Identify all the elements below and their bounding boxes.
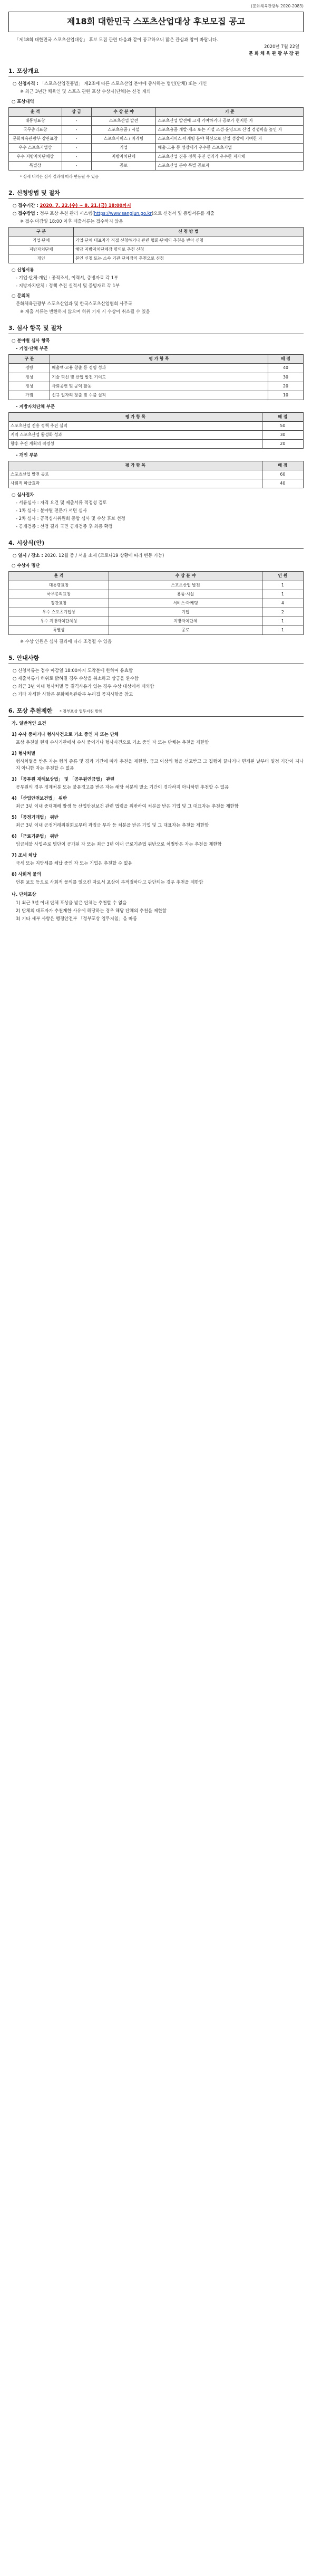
table-row: 정성 기술 혁신 및 산업 발전 기여도 30 (9, 373, 304, 382)
list-item: ○ 기타 자세한 사항은 문화체육관광부 누리집 공지사항을 참고 (13, 692, 133, 697)
restriction-heading: 7) 조세 체납 (12, 853, 37, 858)
period-value: 2020. 7. 22.(수) ~ 8. 21.(금) 18:00까지 (40, 202, 131, 208)
restriction-body: 최근 3년 이내 공정거래위원회로부터 과징금 부과 등 처분을 받은 기업 및 그 대표자는 추천을 제한함 (16, 822, 209, 828)
section-title (8, 706, 304, 717)
table-row: 지방자치단체 해당 지방자치단체장 명의로 추천 신청 (9, 245, 304, 254)
document-number: (문화체육관광부 2020-2083) (251, 4, 304, 8)
th-prize: 상 금 (62, 107, 91, 116)
section-ceremony (8, 538, 304, 645)
criteria-label: ○ 분야별 심사 항목 (12, 338, 50, 344)
restriction-heading: 6) 「근로기준법」 위반 (12, 834, 58, 839)
intro-date: 2020년 7월 22일 (264, 43, 299, 49)
th-score: 배 점 (268, 355, 303, 364)
th-method: 신 청 방 법 (73, 227, 303, 236)
th-rank: 훈 격 (9, 572, 109, 581)
ceremony-text: 2020. 12월 중 / 서울 소재 (코로나19 상황에 따라 변동 가능) (44, 553, 164, 558)
local-criteria-table (8, 412, 304, 449)
document-title: 제18회 대한민국 스포츠산업대상 후보모집 공고 (8, 12, 304, 32)
table-row: 향후 추진 계획의 적정성 20 (9, 440, 304, 449)
th-score: 배 점 (262, 461, 303, 470)
section-title: 5. 안내사항 (8, 654, 304, 664)
table-row: 가점 신규 일자리 창출 및 수출 실적 10 (9, 391, 304, 400)
table-row: 국무총리표창 용품·시설 1 (9, 590, 304, 599)
restriction-heading: 2) 형사처벌 (12, 751, 35, 756)
local-sub: - 지방자치단체 부문 (16, 403, 55, 409)
restriction-body: 국세 또는 지방세를 체납 중인 자 또는 기업은 추천할 수 없음 (16, 860, 132, 866)
intro-org: 문 화 체 육 관 광 부 장 관 (248, 50, 299, 56)
list-item: 1) 최근 3년 이내 단체 포상을 받은 단체는 추천할 수 없음 (16, 899, 127, 905)
contact-label: ○ 문의처 (12, 293, 30, 299)
apply-table (8, 227, 304, 263)
th-type: 구 분 (9, 227, 74, 236)
table-row: 우수 스포츠기업상 - 기업 매출·고용 등 성장세가 우수한 스포츠기업 (9, 144, 304, 153)
table-row: 대통령표창 스포츠산업 발전 1 (9, 581, 304, 590)
section-title: 3. 심사 항목 및 절차 (8, 324, 304, 334)
th-score: 배 점 (262, 412, 303, 421)
section-application (8, 188, 304, 316)
list-item: - 서류심사 : 자격 요건 및 제출서류 적정성 검토 (16, 500, 107, 506)
special-sub: - 개인 부문 (16, 452, 38, 458)
list-item: - 기업·단체·개인 : 공적조서, 이력서, 증빙자료 각 1부 (16, 275, 119, 281)
th-item: 평 가 항 목 (50, 355, 268, 364)
restriction-body: 언론 보도 등으로 사회적 물의를 일으킨 자로서 포상이 부적절하다고 판단되는 경우 추천을 제한함 (16, 879, 203, 885)
table-row: 특별상 공로 1 (9, 626, 304, 634)
restrictions-subtitle: * 정부포상 업무지침 발췌 (60, 709, 103, 714)
section-notice (8, 654, 304, 698)
th-group: 구 분 (9, 355, 50, 364)
restriction-heading: 1) 수사 중이거나 형사사건으로 기소 중인 자 또는 단체 (12, 732, 119, 737)
section-overview (8, 67, 304, 180)
intro-text: 「제18회 대한민국 스포츠산업대상」 후보 모집 관련 다음과 같이 공고하오니 많은 관심과 참여 바랍니다. (15, 36, 218, 42)
awards-table (8, 107, 304, 171)
individual-criteria-table (8, 461, 304, 488)
table-row: 문화체육관광부 장관표창 - 스포츠서비스 / 마케팅 스포츠서비스·마케팅 분야 혁신으로 산업 성장에 기여한 자 (9, 135, 304, 144)
list-item: 2) 단체의 대표자가 추천제한 사유에 해당하는 경우 해당 단체의 추천을 제한함 (16, 907, 167, 913)
th-criteria: 기 준 (156, 107, 304, 116)
award-count-table (8, 571, 304, 635)
list-item: - 지방자치단체 : 정책 추진 실적서 및 증빙자료 각 1부 (16, 283, 120, 289)
intro-block (8, 35, 304, 58)
list-item: - 2차 심사 : 공적심사위원회 종합 심사 및 수상 후보 선정 (16, 516, 125, 522)
table-row: 장관표창 서비스·마케팅 4 (9, 599, 304, 608)
table-row: 우수 지방자치단체상 지방자치단체 1 (9, 617, 304, 626)
section-title: 2. 신청방법 및 절차 (8, 188, 304, 199)
document-page (8, 0, 304, 922)
table-row: 스포츠산업 진흥 정책 추진 실적 50 (9, 421, 304, 430)
th-count: 인 원 (262, 572, 303, 581)
section-title: 4. 시상식(안) (8, 538, 304, 549)
table-row: 우수 지방자치단체상 - 지방자치단체 스포츠산업 진흥 정책 추진 성과가 우수한 지자체 (9, 153, 304, 162)
criteria-sub: - 기업·단체 부문 (16, 346, 48, 352)
section-title: 1. 포상개요 (8, 67, 304, 77)
method-text: 정부 포상 추천 관리 시스템( (40, 210, 94, 216)
section-review (8, 324, 304, 530)
table-row: 스포츠산업 발전 공로 60 (9, 470, 304, 479)
list-item: - 공개검증 : 선정 결과 국민 공개검증 후 최종 확정 (16, 524, 113, 529)
restrictions-title: 6. 포상 추천제한 (8, 707, 53, 715)
contact-note: ※ 제출 서류는 반환하지 않으며 허위 기재 시 수상이 취소될 수 있음 (20, 309, 150, 315)
table-row: 대통령표창 - 스포츠산업 발전 스포츠산업 발전에 크게 기여하거나 공로가 현저한 자 (9, 117, 304, 126)
restriction-heading: 4) 「산업안전보건법」 위반 (12, 795, 67, 801)
method-note: ※ 접수 마감일 18:00 이후 제출서류는 접수하지 않음 (20, 218, 123, 224)
restriction-heading: 3) 「공무원 재해보상법」 및 「공무원연금법」 관련 (12, 776, 115, 782)
restriction-body: 임금체불 사업주로 명단이 공개된 자 또는 최근 3년 이내 근로기준법 위반으로 처벌받은 자는 추천을 제한함 (16, 841, 222, 847)
list-item: ○ 제출서류가 허위로 밝혀질 경우 수상을 취소하고 상금을 환수함 (13, 676, 139, 681)
award-list-label: ○ 수상자 명단 (12, 563, 40, 569)
group-award-label: 나. 단체포상 (12, 892, 36, 897)
method-tail: )으로 신청서 및 증빙서류를 제출 (151, 210, 214, 216)
table-row: 국무총리표창 - 스포츠용품 / 시설 스포츠용품 개발·제조 또는 시설 조성·운영으로 산업 경쟁력을 높인 자 (9, 126, 304, 135)
method-label: ○ 접수방법 : (13, 210, 38, 216)
general-requirements-label: 가. 일반적인 요건 (12, 721, 46, 726)
th-item: 평 가 항 목 (9, 412, 262, 421)
restriction-body: 형사처벌을 받은 자는 형의 종류 및 경과 기간에 따라 추천을 제한함. 금고 이상의 형을 선고받고 그 집행이 끝나거나 면제된 날부터 일정 기간이 지나지 아니한 자는 추천할 수 없음 (16, 759, 304, 771)
application-site-link[interactable]: https://www.sangjun.go.kr (94, 210, 152, 216)
th-field: 수 상 분 야 (109, 572, 262, 581)
table-row: 지역 스포츠산업 활성화 성과 30 (9, 430, 304, 439)
th-field: 수 상 분 야 (91, 107, 156, 116)
table-row: 개인 본인 신청 또는 소속 기관·단체장의 추천으로 신청 (9, 254, 304, 263)
eligibility-label: ○ 신청자격 : (13, 80, 38, 86)
awards-footnote: * 상세 내역은 심사 결과에 따라 변동될 수 있음 (20, 174, 99, 179)
table-row: 우수 스포츠기업상 기업 2 (9, 608, 304, 617)
th-rank: 훈 격 (9, 107, 62, 116)
process-label: ○ 심사절차 (12, 492, 34, 498)
table-row: 특별상 - 공로 스포츠산업 분야 특별 공로자 (9, 162, 304, 171)
restriction-body: 공무원의 경우 징계처분 또는 불문경고를 받은 자는 해당 처분의 말소 기간이 경과하지 아니하면 추천할 수 없음 (16, 784, 229, 790)
restriction-body: 최근 3년 이내 중대재해 발생 등 산업안전보건 관련 법령을 위반하여 처분을 받은 기업 및 그 대표자는 추천을 제한함 (16, 803, 239, 809)
eligibility-note: ※ 최근 3년간 체육인 및 스포츠 관련 포상 수상자(단체)는 신청 제외 (20, 88, 151, 94)
restriction-body: 포상 추천일 현재 수사기관에서 수사 중이거나 형사사건으로 기소 중인 자 또는 단체는 추천을 제한함 (16, 740, 209, 745)
section-restrictions (8, 706, 304, 922)
table-row: 정량 매출액·고용 창출 등 경영 성과 40 (9, 364, 304, 373)
list-item: ○ 최근 3년 이내 형사처벌 등 결격사유가 있는 경우 수상 대상에서 제외함 (13, 684, 154, 689)
contact-text: 문화체육관광부 스포츠산업과 및 한국스포츠산업협회 사무국 (16, 301, 132, 307)
criteria-table (8, 354, 304, 400)
awards-label: ○ 포상내역 (12, 98, 34, 104)
table-row: 정성 사회공헌 및 공익 활동 20 (9, 382, 304, 391)
ceremony-label: ○ 일시 / 장소 : (13, 553, 43, 558)
docs-label: ○ 신청서류 (12, 267, 34, 273)
list-item: ○ 신청서류는 접수 마감일 18:00까지 도착분에 한하여 유효함 (13, 668, 133, 674)
restriction-heading: 8) 사회적 물의 (12, 872, 41, 877)
th-item: 평 가 항 목 (9, 461, 262, 470)
table-row: 사회적 파급효과 40 (9, 479, 304, 488)
list-item: 3) 기타 세부 사항은 행정안전부 「정부포상 업무지침」을 따름 (16, 915, 138, 921)
restriction-heading: 5) 「공정거래법」 위반 (12, 815, 58, 820)
table-row: 기업·단체 기업·단체 대표자가 직접 신청하거나 관련 협회·단체의 추천을 받아 신청 (9, 236, 304, 245)
period-label: ○ 접수기간 : (13, 202, 38, 208)
list-item: - 1차 심사 : 분야별 전문가 서면 심사 (16, 508, 87, 514)
eligibility-text: 「스포츠산업진흥법」 제2조에 따른 스포츠산업 분야에 종사하는 법인(단체) 또는 개인 (40, 80, 207, 86)
award-note: ※ 수상 인원은 심사 결과에 따라 조정될 수 있음 (20, 639, 112, 645)
